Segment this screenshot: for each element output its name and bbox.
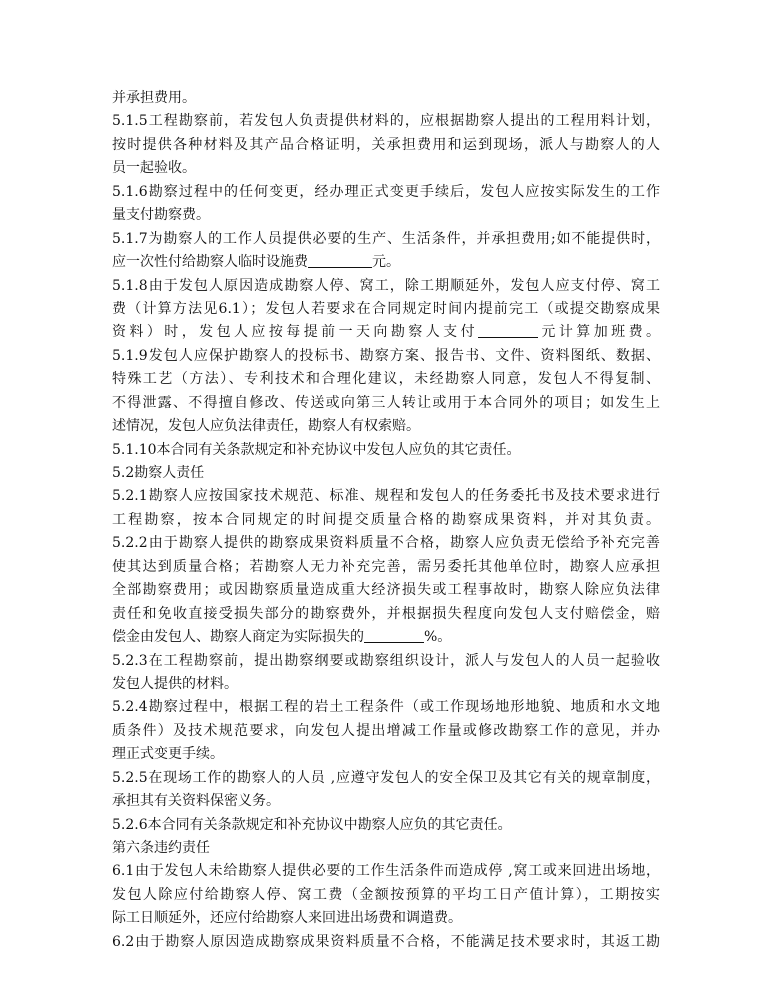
text-line: 承担其有关资料保密义务。 xyxy=(112,793,280,810)
text-line: 述情况，发包人应负法律责任，勘察人有权索赔。 xyxy=(112,418,420,435)
text-line xyxy=(112,321,660,344)
section-heading: 第六条违约责任 xyxy=(112,840,210,856)
text-line: 5.1.10本合同有关条款规定和补充协议中发包人应负的其它责任。 xyxy=(112,441,521,458)
text-fragment: 应一次性付给勘察人临时设施费 xyxy=(112,254,308,271)
fill-in-blank xyxy=(308,253,372,268)
text-line: 发包人除应付给勘察人停、窝工费（金额按预算的平均工日产值计算），工期按实 xyxy=(112,886,660,903)
text-line: 理正式变更手续。 xyxy=(112,746,224,763)
text-line: 员一起验收。 xyxy=(112,160,196,177)
text-line: 5.1.8由于发包人原因造成勘察人停、窝工，除工期顺延外，发包人应支付停、窝工 xyxy=(112,277,660,294)
text-fragment: 资料）时，发包人应按每提前一天向勘察人支付 xyxy=(112,324,478,341)
text-line: 6.2由于勘察人原因造成勘察成果资料质量不合格，不能满足技术要求时，其返工勘 xyxy=(112,933,660,950)
fill-in-blank xyxy=(364,628,424,643)
text-line: 5.2.3在工程勘察前，提出勘察纲要或勘察组织设计，派人与发包人的人员一起验收 xyxy=(112,652,660,669)
text-line: 5.1.5工程勘察前，若发包人负责提供材料的，应根据勘察人提出的工程用料计划， xyxy=(112,113,660,130)
text-line: 6.1由于发包人未给勘察人提供必要的工作生活条件而造成停 ,窝工或来回进出场地， xyxy=(112,863,660,880)
text-line xyxy=(112,251,660,274)
text-line: 特殊工艺（方法）、专利技术和合理化建议，未经勘察人同意，发包人不得复制、 xyxy=(112,371,660,388)
text-line: 5.1.7为勘察人的工作人员提供必要的生产、生活条件，并承担费用;如不能提供时， xyxy=(112,230,660,247)
text-line: 发包人提供的材料。 xyxy=(112,675,238,692)
text-line: 责任和免收直接受损失部分的勘察费外，并根据损失程度向发包人支付赔偿金，赔 xyxy=(112,605,660,622)
text-line: 5.2.4勘察过程中，根据工程的岩土工程条件（或工作现场地形地貌、地质和水文地 xyxy=(112,699,660,716)
text-line: 际工日顺延外，还应付给勘察人来回进出场费和调遣费。 xyxy=(112,910,462,927)
text-line: 5.2.6本合同有关条款规定和补充协议中勘察人应负的其它责任。 xyxy=(112,816,512,833)
text-line: 5.2.5在现场工作的勘察人的人员 ,应遵守发包人的安全保卫及其它有关的规章制度， xyxy=(112,769,660,786)
text-line: 5.1.6勘察过程中的任何变更，经办理正式变更手续后，发包人应按实际发生的工作 xyxy=(112,183,660,200)
text-line: 5.2.1勘察人应按国家技术规范、标准、规程和发包人的任务委托书及技术要求进行 xyxy=(112,488,660,505)
text-fragment: %。 xyxy=(424,629,452,646)
section-heading: 5.2勘察人责任 xyxy=(112,465,205,481)
text-line: 5.2.2由于勘察人提供的勘察成果资料质量不合格，勘察人应负责无偿给予补充完善 xyxy=(112,535,660,552)
text-line: 全部勘察费用；或因勘察质量造成重大经济损失或工程事故时，勘察人除应负法律 xyxy=(112,582,660,599)
text-fragment: 偿金由发包人、勘察人商定为实际损失的 xyxy=(112,629,364,646)
text-line xyxy=(112,626,660,649)
text-fragment: 元。 xyxy=(372,254,400,271)
text-line: 质条件）及技术规范要求，向发包人提出增减工作量或修改勘察工作的意见，并办 xyxy=(112,722,660,739)
text-line: 费（计算方法见6.1）；发包人若要求在合同规定时间内提前完工（或提交勘察成果 xyxy=(112,300,660,317)
text-line: 按时提供各种材料及其产品合格证明，关承担费用和运到现场，派人与勘察人的人 xyxy=(112,136,660,153)
text-line: 量支付勘察费。 xyxy=(112,207,210,224)
text-line: 5.1.9发包人应保护勘察人的投标书、勘察方案、报告书、文件、资料图纸、数据、 xyxy=(112,347,660,364)
text-line: 使其达到质量合格；若勘察人无力补充完善，需另委托其他单位时，勘察人应承担 xyxy=(112,558,660,575)
text-line: 并承担费用。 xyxy=(112,90,196,106)
text-line: 不得泄露、不得擅自修改、传送或向第三人转让或用于本合同外的项目；如发生上 xyxy=(112,394,660,411)
text-line: 工程勘察，按本合同规定的时间提交质量合格的勘察成果资料，并对其负责。 xyxy=(112,511,660,528)
text-fragment: 元计算加班费。 xyxy=(538,324,660,341)
fill-in-blank xyxy=(478,323,538,338)
document-page xyxy=(112,87,660,954)
